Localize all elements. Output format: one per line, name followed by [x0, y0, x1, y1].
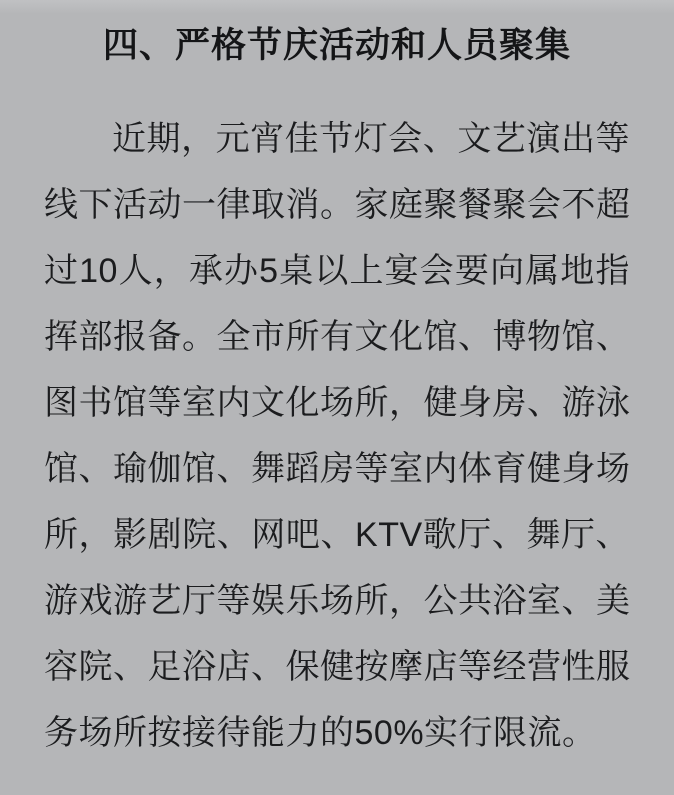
- text-line: 线下活动一律取消。家庭聚餐聚会不超: [44, 186, 631, 224]
- text-line: 近期，元宵佳节灯会、文艺演出等: [112, 120, 630, 158]
- text-line: 图书馆等室内文化场所，健身房、游泳: [44, 384, 631, 422]
- text-line: 务场所按接待能力的50%实行限流。: [44, 714, 597, 752]
- section-title: 四、严格节庆活动和人员聚集: [102, 26, 571, 65]
- text-line: 过10人，承办5桌以上宴会要向属地指: [44, 252, 630, 290]
- text-line: 挥部报备。全市所有文化馆、博物馆、: [44, 318, 631, 356]
- text-line: 游戏游艺厅等娱乐场所，公共浴室、美: [44, 582, 631, 620]
- text-line: 所，影剧院、网吧、KTV歌厅、舞厅、: [44, 516, 630, 554]
- paragraph: [44, 106, 630, 766]
- text-line: 容院、足浴店、保健按摩店等经营性服: [44, 648, 631, 686]
- text-line: 馆、瑜伽馆、舞蹈房等室内体育健身场: [44, 450, 631, 488]
